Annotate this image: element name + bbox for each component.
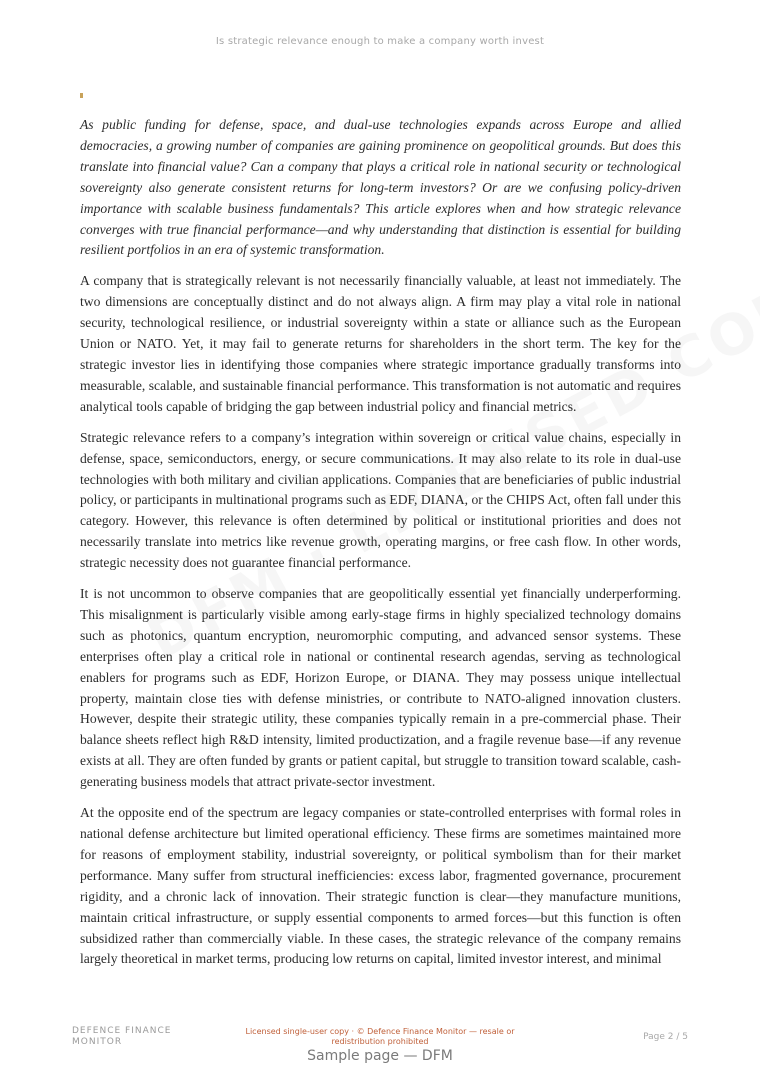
article-body — [80, 115, 681, 980]
sample-page-label: Sample page — DFM — [307, 1048, 453, 1064]
article-lead-paragraph: As public funding for defense, space, and dual-use technologies expands across Europe and allied democracies, a growing number of companies are gaining prominence on geopolitical grounds. But does this translate into financial value? Can a company that plays a critical role in national security or technological sovereignty also generate consistent returns for long-term investors? Or are we confusing policy-driven importance with scalable business fundamentals? This article explores when and how strategic relevance converges with true financial performance—and why understanding that distinction is essential for building resilient portfolios in an era of systemic transformation. — [80, 117, 681, 258]
page-indicator: Page 2 / 5 — [643, 1032, 688, 1042]
article-paragraph: At the opposite end of the spectrum are legacy companies or state-controlled enterprises with formal roles in national defense architecture but limited operational efficiency. These firms are sometimes maintained more for reasons of employment stability, industrial sovereignty, or political symbolism than for their market performance. Many suffer from structural inefficiencies: excess labor, fragmented governance, procurement rigidity, and a chronic lack of innovation. Their strategic function is clear—they manufacture munitions, maintain critical infrastructure, or supply essential components to armed forces—but this function is often subsidized rather than commercially viable. In these cases, the strategic relevance of the company remains largely theoretical in market terms, producing low returns on capital, limited investor interest, and minimal — [80, 805, 681, 967]
article-paragraph: Strategic relevance refers to a company’s integration within sovereign or critical value chains, especially in defense, space, semiconductors, energy, or secure communications. It may also relate to its role in dual-use technologies with both military and civilian applications. Companies that are beneficiaries of public industrial policy, or participants in multinational programs such as EDF, DIANA, or the CHIPS Act, often fall under this category. However, this relevance is often determined by political or institutional priorities and does not necessarily translate into metrics like revenue growth, operating margins, or free cash flow. In other words, strategic necessity does not guarantee financial performance. — [80, 429, 681, 571]
footer-brand-line: MONITOR — [72, 1037, 123, 1047]
footer-brand — [72, 1026, 212, 1048]
article-paragraph: It is not uncommon to observe companies that are geopolitically essential yet financially underperforming. This misalignment is particularly visible among early-stage firms in highly specialized technology domains such as photonics, quantum encryption, neuromorphic computing, and advanced sensor systems. These enterprises often play a critical role in national or continental research agendas, serving as technological enablers for programs such as EDF, Horizon Europe, or DIANA. They may possess unique intellectual property, maintain close ties with defense ministries, or contribute to NATO-aligned innovation clusters. However, despite their strategic utility, these companies typically remain in a pre-commercial phase. Their balance sheets reflect high R&D intensity, limited productization, and a fragile revenue base—if any revenue exists at all. They are often funded by grants or patient capital, but struggle to transition toward scalable, cash-generating business models that attract private-sector investment. — [80, 586, 681, 790]
accent-mark — [80, 93, 83, 98]
running-header-title: Is strategic relevance enough to make a company worth invest — [215, 36, 545, 47]
article-paragraph: A company that is strategically relevant is not necessarily financially valuable, at least not immediately. The two dimensions are conceptually distinct and do not always align. A firm may play a vital role in national security, technological resilience, or industrial sovereignty within a state or alliance such as the European Union or NATO. Yet, it may fail to generate returns for shareholders in the short term. The key for the strategic investor lies in identifying those companies where strategic importance gradually transforms into measurable, scalable, and sustainable financial performance. This transformation is not automatic and requires analytical tools capable of bridging the gap between industrial policy and financial metrics. — [80, 273, 681, 414]
footer-brand-line: DEFENCE FINANCE — [72, 1026, 172, 1036]
license-notice: Licensed single-user copy · © Defence Finance Monitor — resale or redistribution prohibited — [245, 1027, 515, 1046]
